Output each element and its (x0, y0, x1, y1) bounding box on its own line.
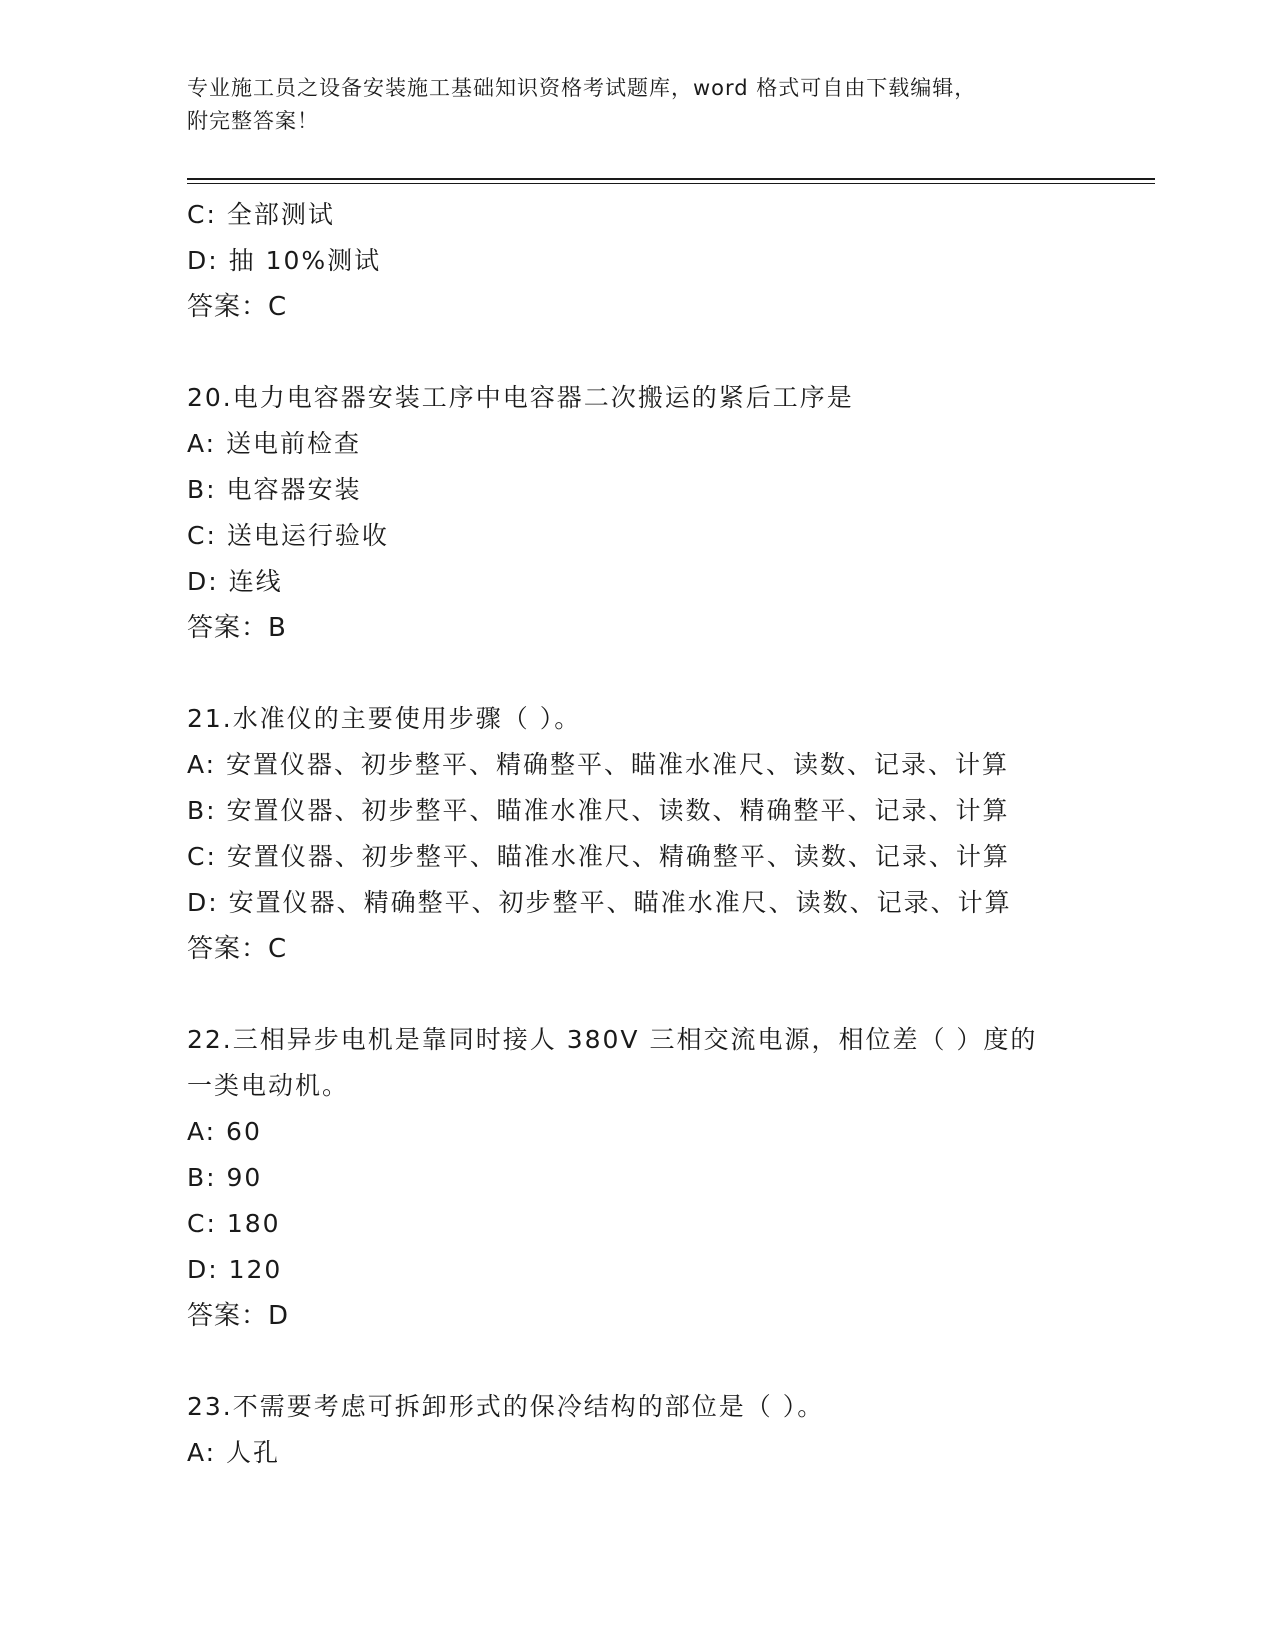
option-c: C: 180 (187, 1209, 281, 1238)
answer-line: 答案：C (187, 934, 288, 964)
spacer (187, 651, 1087, 696)
spacer (187, 972, 1087, 1017)
option-d: D: 安置仪器、精确整平、初步整平、瞄准水准尺、读数、记录、计算 (187, 888, 1012, 917)
option-b: B: 90 (187, 1163, 263, 1192)
option-c: C: 安置仪器、初步整平、瞄准水准尺、精确整平、读数、记录、计算 (187, 842, 1010, 871)
question-list (187, 192, 1087, 1476)
option-b: B: 电容器安装 (187, 475, 362, 504)
option-a: A: 60 (187, 1117, 262, 1146)
option-c: C: 全部测试 (187, 200, 335, 229)
question-20 (187, 375, 1087, 651)
question-stem: 23.不需要考虑可拆卸形式的保冷结构的部位是（ ）。 (187, 1392, 825, 1421)
option-b: B: 安置仪器、初步整平、瞄准水准尺、读数、精确整平、记录、计算 (187, 796, 1010, 825)
option-d: D: 120 (187, 1255, 283, 1284)
header-title-line-2: 附完整答案！ (187, 109, 319, 133)
spacer (187, 330, 1087, 375)
option-d: D: 连线 (187, 567, 283, 596)
question-21 (187, 696, 1087, 972)
option-c: C: 送电运行验收 (187, 521, 389, 550)
option-d: D: 抽 10%测试 (187, 246, 382, 275)
document-header (187, 72, 1057, 138)
question-22 (187, 1017, 1087, 1339)
option-a: A: 送电前检查 (187, 429, 362, 458)
option-a: A: 人孔 (187, 1438, 281, 1467)
header-divider-thick (187, 178, 1155, 180)
answer-line: 答案：B (187, 613, 287, 643)
question-19-tail (187, 192, 1087, 330)
option-a: A: 安置仪器、初步整平、精确整平、瞄准水准尺、读数、记录、计算 (187, 750, 1010, 779)
spacer (187, 1339, 1087, 1384)
question-23 (187, 1384, 1087, 1476)
question-stem: 20.电力电容器安装工序中电容器二次搬运的紧后工序是 (187, 383, 854, 412)
question-stem: 21.水准仪的主要使用步骤（ ）。 (187, 704, 582, 733)
header-divider-thin (187, 183, 1155, 184)
question-stem-line-2: 一类电动机。 (187, 1071, 350, 1100)
answer-line: 答案：C (187, 292, 288, 322)
header-title-line-1: 专业施工员之设备安装施工基础知识资格考试题库，word 格式可自由下载编辑， (187, 76, 977, 100)
answer-line: 答案：D (187, 1301, 290, 1331)
question-stem-line-1: 22.三相异步电机是靠同时接人 380V 三相交流电源，相位差（ ）度的 (187, 1025, 1038, 1054)
